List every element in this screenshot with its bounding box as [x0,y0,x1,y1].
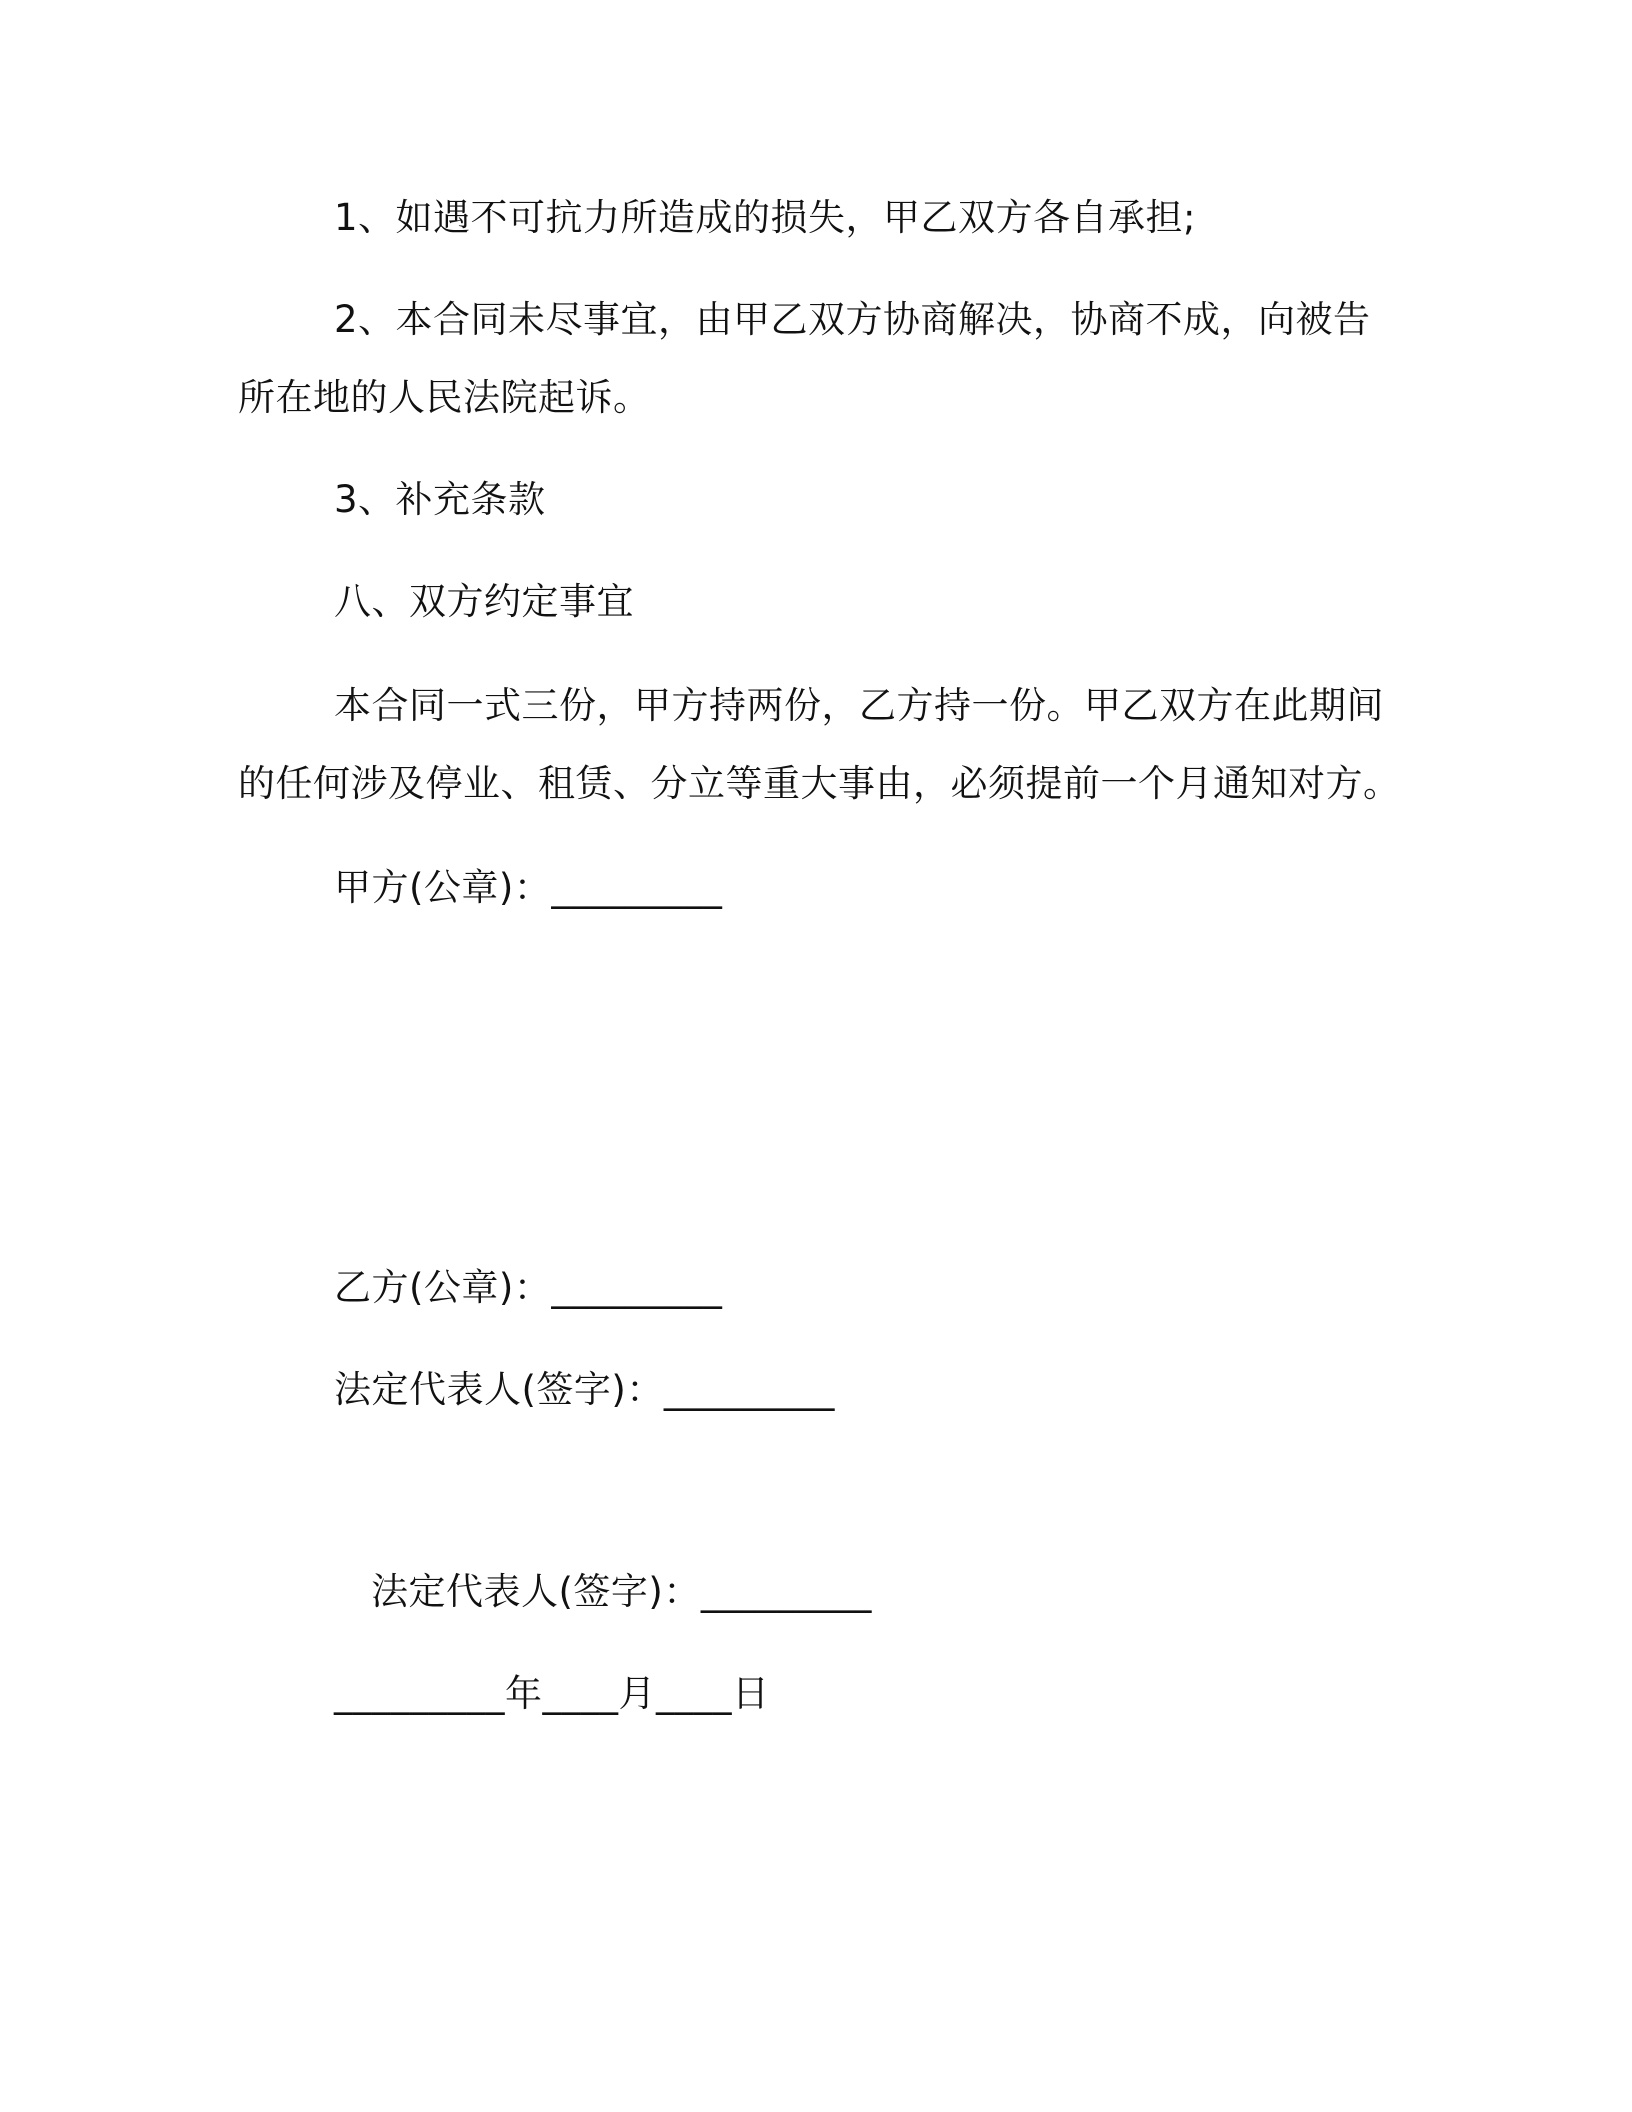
legal-representative-signature-line: 法定代表人(签字)：_________ [334,1368,835,1411]
section-8-paragraph-line-1: 本合同一式三份，甲方持两份，乙方持一份。甲乙双方在此期间 [334,684,1384,727]
clause-1: 1、如遇不可抗力所造成的损失，甲乙双方各自承担; [334,196,1197,239]
section-8-heading: 八、双方约定事宜 [334,580,634,623]
date-line: _________年____月____日 [334,1672,770,1715]
section-8-paragraph-line-2: 的任何涉及停业、租赁、分立等重大事由，必须提前一个月通知对方。 [238,762,1401,805]
clause-2-line-2: 所在地的人民法院起诉。 [238,376,651,419]
party-a-seal-line: 甲方(公章)：_________ [334,866,723,909]
clause-2-line-1: 2、本合同未尽事宜，由甲乙双方协商解决，协商不成，向被告 [334,298,1371,341]
legal-representative-signature-line-2: 法定代表人(签字)：_________ [371,1570,872,1613]
party-b-seal-line: 乙方(公章)：_________ [334,1266,723,1309]
clause-3: 3、补充条款 [334,478,546,521]
